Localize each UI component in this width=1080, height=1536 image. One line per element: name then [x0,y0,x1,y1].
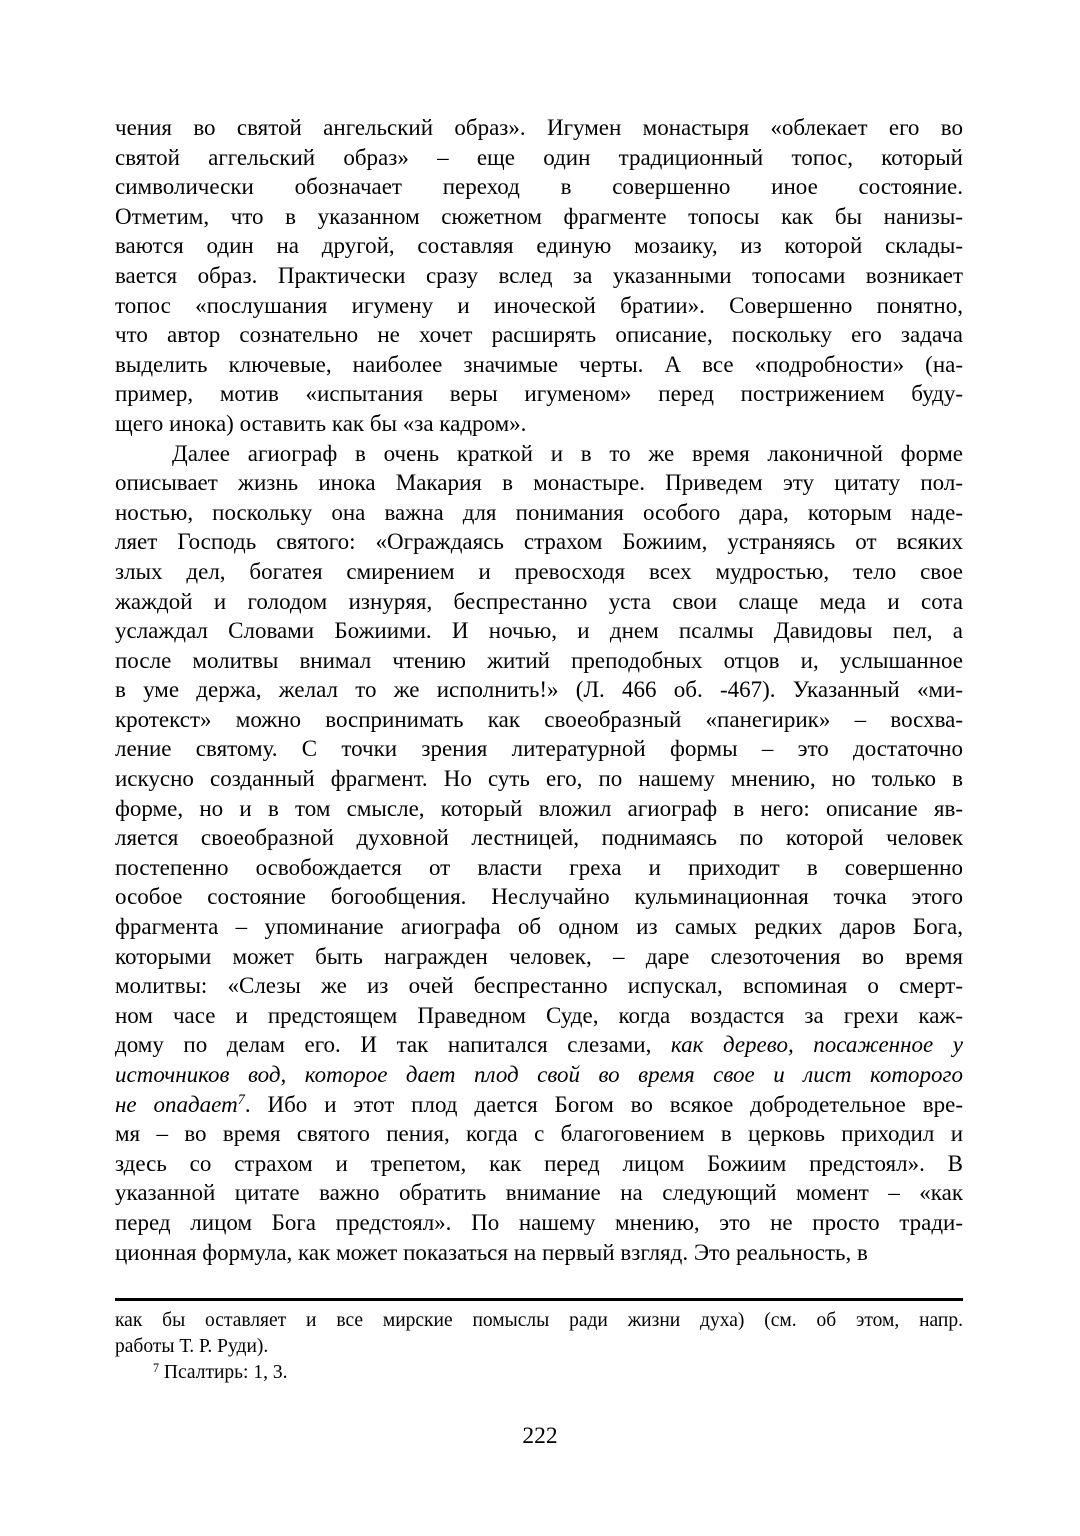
text-line [115,1119,963,1149]
text-segment: Отметим, что в указанном сюжетном фрагменте топосы как бы нанизы- [115,203,963,229]
text-line [115,853,963,883]
text-segment: ностью, поскольку она важна для понимания особого дара, которым наде- [115,499,963,525]
text-segment: святой аггельский образ» – еще один традиционный топос, который [115,144,963,170]
text-segment: особое состояние богообщения. Неслучайно кульминационная точка этого [115,884,963,910]
text-line [115,527,963,557]
text-line [115,1208,963,1238]
text-segment: щего инока) оставить как бы «за кадром». [115,410,527,436]
text-line [115,705,963,735]
text-line [115,942,963,972]
text-line [115,498,963,528]
text-line [115,557,963,587]
text-segment: как дерево, посаженное у [670,1032,963,1058]
text-line [115,409,963,439]
text-line [115,1060,963,1090]
text-line [115,143,963,173]
text-segment: описывает жизнь инока Макария в монастыре. Приведем эту цитату пол- [115,470,963,496]
text-segment: жаждой и голодом изнуряя, беспрестанно уста свои слаще меда и сота [115,588,963,614]
footnote-reference-mark: 7 [153,1360,160,1375]
text-line [115,646,963,676]
text-segment: ляет Господь святого: «Ограждаясь страхом Божиим, устраняясь от всяких [115,529,963,555]
text-segment: перед лицом Бога предстоял». По нашему мнению, это не просто тради- [115,1209,963,1235]
text-segment: молитвы: «Слезы же из очей беспрестанно испускал, вспоминая о смерт- [115,973,963,999]
text-segment: не опадает [115,1091,238,1117]
text-segment: кротекст» можно воспринимать как своеобразный «панегирик» – восхва- [115,706,963,732]
text-segment: ваются один на другой, составляя единую мозаику, из которой склады- [115,233,963,259]
text-line [115,1001,963,1031]
text-segment: фрагмента – упоминание агиографа об одном из самых редких даров Бога, [115,914,963,940]
text-line [115,912,963,942]
text-segment: здесь со страхом и трепетом, как перед лицом Божиим предстоял». В [115,1150,963,1176]
text-line [115,1238,963,1268]
text-line [115,291,963,321]
body-text [115,113,963,1267]
text-line [115,1308,963,1334]
footnote-reference-mark: 7 [237,1092,245,1109]
text-segment: вается образ. Практически сразу вслед за указанными топосами возникает [115,262,963,288]
text-segment: искусно созданный фрагмент. Но суть его, по нашему мнению, но только в [115,766,963,792]
text-segment: постепенно освобождается от власти греха и приходит в совершенно [115,854,963,880]
text-line [115,675,963,705]
text-line [115,734,963,764]
text-segment: как бы оставляет и все мирские помыслы ради жизни духа) (см. об этом, напр. [115,1310,963,1331]
text-segment: ление святому. С точки зрения литературной формы – это достаточно [115,736,963,762]
text-line [115,320,963,350]
text-line [115,172,963,202]
text-segment: источников вод, которое дает плод свой во время свое и лист которого [115,1062,963,1087]
text-line [115,1178,963,1208]
text-segment: мя – во время святого пения, когда с благоговением в церковь приходил и [115,1121,963,1147]
text-segment: ном часе и предстоящем Праведном Суде, когда воздастся за грехи каж- [115,1002,963,1028]
text-segment: злых дел, богатея смирением и превосходя всех мудростью, тело свое [115,558,963,584]
text-line [115,231,963,261]
text-line [115,1360,963,1386]
text-segment: в уме держа, желал то же исполнить!» (Л. 466 об. -467). Указанный «ми- [115,677,963,703]
text-line [115,113,963,143]
text-line [115,261,963,291]
text-line [115,1090,963,1120]
text-line [115,823,963,853]
text-line [115,794,963,824]
text-line [115,1149,963,1179]
footnote-separator-rule [115,1298,963,1301]
text-segment: ляется своеобразной духовной лестницей, поднимаясь по которой человек [115,825,963,851]
text-segment: выделить ключевые, наиболее значимые черты. А все «подробности» (на- [115,351,963,377]
text-segment: указанной цитате важно обратить внимание на следующий момент – «как [115,1180,963,1206]
text-segment: Псалтирь: 1, 3. [159,1362,288,1383]
text-segment: пример, мотив «испытания веры игуменом» перед пострижением буду- [115,381,963,407]
text-line [115,971,963,1001]
text-segment: Далее агиограф в очень краткой и в то же время лаконичной форме [172,440,963,466]
text-line [115,202,963,232]
text-segment: . Ибо и этот плод дается Богом во всякое добродетельное вре- [244,1091,963,1117]
text-line [115,468,963,498]
page-number: 222 [522,1423,558,1449]
text-line [115,379,963,409]
footnote-text [115,1308,963,1386]
text-segment: что автор сознательно не хочет расширять описание, поскольку его задача [115,322,963,348]
text-line [115,764,963,794]
text-segment: работы Т. Р. Руди). [115,1336,269,1357]
text-segment: чения во святой ангельский образ». Игумен монастыря «облекает его во [115,115,963,140]
text-segment: после молитвы внимал чтению житий преподобных отцов и, услышанное [115,647,963,673]
text-line [115,1334,963,1360]
text-segment: услаждал Словами Божиими. И ночью, и днем псалмы Давидовы пел, а [115,618,963,644]
text-line [115,439,963,469]
text-line [115,616,963,646]
text-segment: символически обозначает переход в совершенно иное состояние. [115,174,963,200]
text-segment: форме, но и в том смысле, который вложил агиограф в него: описание яв- [115,795,963,821]
text-segment: дому по делам его. И так напитался слезами, [115,1032,671,1058]
text-line [115,1030,963,1060]
text-line [115,587,963,617]
text-segment: которыми может быть награжден человек, – даре слезоточения во время [115,943,963,969]
text-segment: ционная формула, как может показаться на первый взгляд. Это реальность, в [115,1239,868,1265]
text-line [115,882,963,912]
text-line [115,350,963,380]
text-segment: топос «послушания игумену и иноческой братии». Совершенно понятно, [115,292,963,318]
